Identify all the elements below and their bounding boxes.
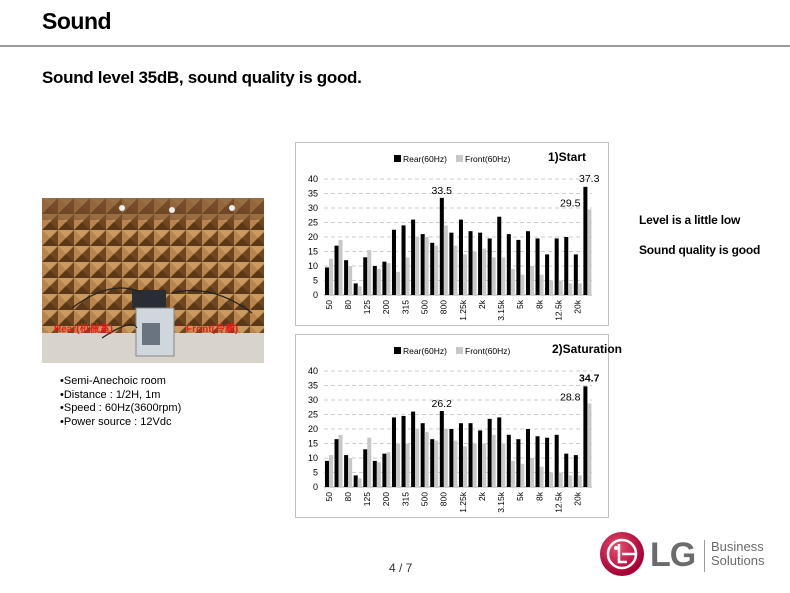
y-tick-label: 30 (307, 203, 318, 213)
bar-rear (478, 430, 482, 487)
bar-rear (536, 238, 540, 295)
bar-rear (488, 238, 492, 295)
legend-label-rear: Rear(60Hz) (403, 154, 447, 164)
bar-rear (497, 217, 501, 295)
bar-front (520, 464, 524, 487)
bar-rear (325, 461, 329, 487)
annotation-front-overall: 29.5 (559, 197, 581, 210)
bar-rear (583, 187, 587, 295)
bar-rear (421, 423, 425, 487)
bar-rear (459, 423, 463, 487)
logo-line-2: Solutions (711, 553, 765, 568)
bar-rear (392, 417, 396, 487)
y-tick-label: 40 (307, 366, 318, 376)
logo-subtitle (711, 540, 764, 568)
bar-front (501, 257, 505, 295)
x-tick-label: 315 (400, 300, 411, 315)
x-tick-label: 50 (323, 492, 334, 502)
annotation-rear-overall: 37.3 (578, 172, 600, 185)
x-tick-label: 200 (381, 492, 392, 507)
bar-front (329, 455, 333, 487)
bar-front (578, 475, 582, 487)
bar-front (520, 275, 524, 295)
bar-rear (526, 429, 530, 487)
x-tick-label: 2k (476, 300, 487, 309)
bar-rear (497, 417, 501, 487)
x-tick-label: 80 (342, 300, 353, 310)
bar-rear (516, 240, 520, 295)
bar-front (530, 458, 534, 487)
bar-front (463, 446, 467, 487)
y-tick-label: 20 (307, 424, 318, 434)
y-tick-label: 30 (307, 395, 318, 405)
bar-front (329, 259, 333, 295)
bar-front (367, 438, 371, 487)
bar-rear (555, 435, 559, 487)
bar-rear (507, 234, 511, 295)
x-tick-label: 800 (438, 300, 449, 315)
x-tick-label: 125 (362, 492, 373, 507)
bar-front (492, 435, 496, 487)
y-tick-label: 35 (307, 188, 318, 199)
bar-front (482, 444, 486, 488)
x-tick-label: 8k (534, 492, 545, 501)
chart-title: 2)Saturation (552, 342, 623, 356)
bar-rear (325, 267, 329, 295)
bar-front (453, 441, 457, 487)
legend-swatch-front (456, 347, 463, 354)
bar-front (444, 429, 448, 487)
bar-rear (344, 455, 348, 487)
bar-rear (555, 238, 559, 295)
spec-item: •Power source : 12Vdc (60, 415, 172, 428)
rear-label: Rear(机械室) (54, 324, 113, 335)
note-quality: Sound quality is good (639, 243, 761, 257)
x-tick-label: 500 (419, 300, 430, 315)
bar-front (549, 281, 553, 296)
bar-rear (363, 257, 367, 295)
bar-rear (507, 435, 511, 487)
bar-rear (354, 283, 358, 295)
bar-rear (574, 254, 578, 295)
test-room-photo (42, 198, 264, 363)
y-tick-label: 25 (307, 217, 318, 228)
note-level: Level is a little low (639, 213, 741, 227)
bar-front (434, 441, 438, 487)
bar-front (473, 252, 477, 296)
bar-rear (469, 231, 473, 295)
spec-item: •Distance : 1/2H, 1m (60, 388, 161, 401)
spec-item: •Speed : 60Hz(3600rpm) (60, 402, 182, 414)
bar-rear (411, 412, 415, 487)
bar-front (425, 432, 429, 487)
bar-front (587, 403, 591, 487)
bar-front (559, 473, 563, 488)
bar-rear (536, 436, 540, 487)
bar-front (540, 275, 544, 295)
bar-rear (392, 230, 396, 295)
bar-front (348, 266, 352, 295)
bar-rear (363, 449, 367, 487)
y-tick-label: 25 (307, 409, 318, 420)
bar-rear (449, 233, 453, 295)
chart-start (295, 142, 609, 326)
bar-front (463, 254, 467, 295)
bar-front (473, 444, 477, 488)
x-tick-label: 3.15k (496, 492, 507, 513)
bar-rear (469, 423, 473, 487)
bar-rear (574, 455, 578, 487)
y-tick-label: 35 (307, 380, 318, 391)
annotation-front-overall: 28.8 (559, 391, 581, 404)
bar-rear (545, 254, 549, 295)
page-number: 4 / 7 (389, 561, 413, 575)
page-title: Sound (42, 8, 112, 34)
y-tick-label: 5 (312, 275, 318, 286)
logo-divider (704, 540, 705, 572)
title-divider (0, 45, 790, 47)
legend-swatch-rear (394, 347, 401, 354)
bar-front (358, 478, 362, 487)
bar-front (501, 444, 505, 488)
bar-rear (449, 429, 453, 487)
logo-brand: LG (650, 536, 696, 574)
lg-business-solutions-logo (600, 532, 782, 580)
bar-front (434, 246, 438, 295)
x-tick-label: 5k (515, 300, 526, 309)
bar-rear (402, 225, 406, 295)
y-tick-label: 40 (307, 174, 318, 184)
bar-front (367, 250, 371, 295)
bar-rear (335, 439, 339, 487)
front-label: Front(冷藏) (186, 324, 239, 335)
logo-line-1: Business (711, 539, 764, 554)
bar-rear (382, 262, 386, 295)
bar-front (396, 272, 400, 295)
bar-front (511, 461, 515, 487)
bar-rear (411, 220, 415, 295)
bar-rear (402, 416, 406, 487)
bar-front (549, 473, 553, 488)
bar-front (511, 269, 515, 295)
headline: Sound level 35dB, sound quality is good. (42, 68, 362, 87)
chart-saturation-svg (296, 335, 623, 517)
bar-rear (344, 260, 348, 295)
x-tick-label: 3.15k (496, 300, 507, 321)
bar-front (339, 240, 343, 295)
bar-rear (459, 220, 463, 295)
y-tick-label: 15 (307, 246, 318, 257)
bar-front (453, 246, 457, 295)
bar-rear (354, 475, 358, 487)
bar-front (444, 225, 448, 295)
bar-rear (335, 246, 339, 295)
x-tick-label: 2k (476, 492, 487, 501)
anechoic-room-image (42, 198, 264, 363)
bar-rear (516, 439, 520, 487)
chart-title: 1)Start (548, 150, 587, 164)
bar-rear (430, 243, 434, 295)
bar-front (540, 467, 544, 487)
bar-front (530, 266, 534, 295)
bar-rear (526, 231, 530, 295)
x-tick-label: 8k (534, 300, 545, 309)
bar-front (406, 444, 410, 488)
test-conditions-list (60, 375, 181, 429)
legend-label-rear: Rear(60Hz) (403, 346, 447, 356)
bar-rear (440, 198, 444, 295)
legend-swatch-rear (394, 155, 401, 162)
bar-rear (440, 411, 444, 487)
y-tick-label: 10 (307, 453, 318, 463)
bar-rear (373, 266, 377, 295)
bar-rear (382, 454, 386, 487)
bar-front (568, 283, 572, 295)
bar-front (587, 209, 591, 295)
bar-front (377, 462, 381, 487)
bar-front (578, 283, 582, 295)
x-tick-label: 800 (438, 492, 449, 507)
bar-front (415, 429, 419, 487)
bar-rear (488, 419, 492, 487)
bar-front (339, 435, 343, 487)
bar-front (358, 286, 362, 295)
chart-saturation (295, 334, 623, 518)
bar-rear (564, 237, 568, 295)
x-tick-label: 315 (400, 492, 411, 507)
x-tick-label: 12.5k (553, 300, 564, 321)
x-tick-label: 125 (362, 300, 373, 315)
bar-front (386, 452, 390, 487)
bar-front (406, 257, 410, 295)
bar-front (492, 257, 496, 295)
bar-front (559, 281, 563, 296)
x-tick-label: 12.5k (553, 492, 564, 513)
annotation-rear-overall: 34.7 (578, 372, 600, 385)
bar-rear (564, 454, 568, 487)
x-tick-label: 50 (323, 300, 334, 310)
x-tick-label: 5k (515, 492, 526, 501)
bar-front (396, 444, 400, 488)
bar-front (568, 475, 572, 487)
y-tick-label: 0 (312, 482, 318, 492)
x-tick-label: 1.25k (457, 492, 468, 513)
y-tick-label: 15 (307, 438, 318, 449)
legend-label-front: Front(60Hz) (465, 346, 511, 356)
bar-front (377, 269, 381, 295)
x-tick-label: 20k (572, 300, 583, 314)
y-tick-label: 5 (312, 467, 318, 478)
y-tick-label: 20 (307, 232, 318, 242)
x-tick-label: 20k (572, 492, 583, 506)
bar-rear (478, 233, 482, 295)
bar-front (386, 263, 390, 295)
bar-front (425, 237, 429, 295)
bar-front (482, 249, 486, 295)
annotation-peak: 26.2 (431, 398, 452, 411)
lg-face-icon (600, 532, 644, 576)
legend-swatch-front (456, 155, 463, 162)
bar-front (348, 458, 352, 487)
x-tick-label: 1.25k (457, 300, 468, 321)
bar-rear (421, 234, 425, 295)
y-tick-label: 0 (312, 290, 318, 300)
bar-front (415, 237, 419, 295)
bar-rear (373, 461, 377, 487)
legend-label-front: Front(60Hz) (465, 154, 511, 164)
annotation-peak: 33.5 (431, 184, 452, 197)
spec-item: •Semi-Anechoic room (60, 375, 166, 387)
x-tick-label: 200 (381, 300, 392, 315)
bar-rear (583, 386, 587, 487)
x-tick-label: 500 (419, 492, 430, 507)
chart-start-svg (296, 143, 608, 325)
bar-rear (430, 439, 434, 487)
bar-rear (545, 438, 549, 487)
x-tick-label: 80 (342, 492, 353, 502)
y-tick-label: 10 (307, 261, 318, 271)
